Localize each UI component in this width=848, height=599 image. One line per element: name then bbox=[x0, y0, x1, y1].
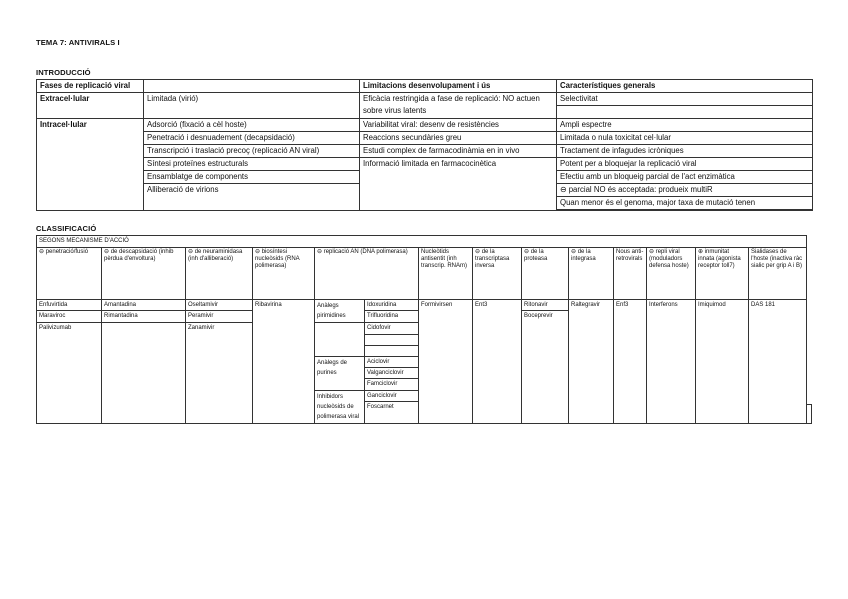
feature-6: Efectiu amb un bloqueig parcial de l'act enzimàtica bbox=[557, 171, 813, 184]
empty-decapsidation-cell bbox=[102, 323, 186, 424]
col-header-nucleic-acid-replication: ⊖ replicació AN (DNA polimerasa) bbox=[315, 248, 419, 300]
drug-cidofovir: Cidofovir bbox=[365, 323, 419, 334]
feature-empty bbox=[557, 106, 813, 119]
drug-enfuvirtide: Enfuvirtida bbox=[37, 300, 102, 311]
col-header-nucleoside-biosynthesis: ⊖ biosíntesi nucleòsids (RNA polimerasa) bbox=[253, 248, 315, 300]
header-limitations: Limitacions desenvolupament i ús bbox=[360, 80, 557, 93]
classification-heading: CLASSIFICACIÓ bbox=[36, 224, 97, 233]
drug-zanamivir: Zanamivir bbox=[186, 323, 253, 424]
drug-fomivirsen: Formivirsen bbox=[419, 300, 473, 424]
col-header-penetration: ⊖ penetració/fusió bbox=[37, 248, 102, 300]
drug-aciclovir: Aciclovir bbox=[365, 356, 419, 367]
group-purine-analogs: Anàlegs de purines bbox=[315, 356, 365, 390]
col-header-integrase: ⊖ de la integrasa bbox=[569, 248, 614, 300]
header-features: Característiques generals bbox=[557, 80, 813, 93]
intro-heading: INTRODUCCIÓ bbox=[36, 68, 91, 77]
col-header-decapsidation: ⊖ de descapsidació (inhib pèrdua d'envoltura) bbox=[102, 248, 186, 300]
feature-2: Ampli espectre bbox=[557, 119, 813, 132]
drug-das181: DAS 181 bbox=[749, 300, 807, 424]
intro-table bbox=[36, 79, 813, 211]
limitation-5: Informació limitada en farmacocinètica bbox=[360, 158, 557, 211]
feature-8: Quan menor és el genoma, major taxa de mutació tenen bbox=[557, 197, 813, 210]
intra-step-1: Adsorció (fixació a cèl hoste) bbox=[144, 119, 360, 132]
drug-famciclovir: Famciclovir bbox=[365, 379, 419, 390]
drug-peramivir: Peramivir bbox=[186, 311, 253, 323]
limitation-4: Estudi complex de farmacodinàmia en in vivo bbox=[360, 145, 557, 158]
limitation-2: Variabilitat viral: desenv de resistències bbox=[360, 119, 557, 132]
col-header-protease: ⊖ de la proteasa bbox=[522, 248, 569, 300]
intra-step-5: Ensamblatge de components bbox=[144, 171, 360, 184]
col-header-neuraminidase: ⊖ de neuraminidasa (inh d'alliberació) bbox=[186, 248, 253, 300]
empty-drug-cell bbox=[365, 334, 419, 345]
drug-valganciclovir: Valganciclovir bbox=[365, 368, 419, 379]
intro-header-row bbox=[37, 80, 813, 93]
mechanism-subheading: SEGONS MECANISME D'ACCIÓ bbox=[37, 236, 807, 248]
feature-4: Tractament de infagudes icròniques bbox=[557, 145, 813, 158]
limitation-1: Eficàcia restringida a fase de replicació: NO actuen sobre virus latents bbox=[360, 93, 557, 119]
intra-step-2: Penetració i desnuadement (decapsidació) bbox=[144, 132, 360, 145]
drug-boceprevir: Boceprevir bbox=[522, 311, 569, 424]
classification-table bbox=[36, 235, 812, 424]
group-pyrimidine-analogs: Anàlegs pirimidines bbox=[315, 300, 365, 323]
drug-oseltamivir: Oseltamivir bbox=[186, 300, 253, 311]
drug-raltegravir: Raltegravir bbox=[569, 300, 614, 424]
drug-foscarnet: Foscarnet bbox=[365, 401, 419, 423]
page-title: TEMA 7: ANTIVIRALS I bbox=[36, 38, 120, 47]
drug-interferons: Interferons bbox=[647, 300, 696, 424]
drug-rimantadine: Rimantadina bbox=[102, 311, 186, 323]
col-header-reverse-transcriptase: ⊖ de la transcriptasa inversa bbox=[473, 248, 522, 300]
col-header-new-antiretrovirals: Nous anti-retrovirals bbox=[614, 248, 647, 300]
drug-ganciclovir: Ganciclovir bbox=[365, 390, 419, 401]
feature-empty-2 bbox=[557, 210, 813, 211]
feature-3: Limitada o nula toxicitat cel·lular bbox=[557, 132, 813, 145]
feature-7: ⊖ parcial NO és acceptada: produeix multiR bbox=[557, 184, 813, 197]
phase-intracellular: Intracel·lular bbox=[37, 119, 144, 211]
empty-group-cell bbox=[315, 323, 365, 357]
col-header-host-modulators: ⊖ repli viral (moduladors defensa hoste) bbox=[647, 248, 696, 300]
col-header-host-sialidases: Sialidases de l'hoste (inactiva ràc sialic per grip A i B) bbox=[749, 248, 807, 300]
drug-imiquimod: Imiquimod bbox=[696, 300, 749, 424]
drug-ritonavir: Ritonavir bbox=[522, 300, 569, 311]
header-empty bbox=[144, 80, 360, 93]
extra-step: Limitada (virió) bbox=[144, 93, 360, 119]
drug-enf3: Enf3 bbox=[614, 300, 647, 424]
drug-ribavirin: Ribavirina bbox=[253, 300, 315, 424]
drug-maraviroc: Maraviroc bbox=[37, 311, 102, 323]
spacer-cell bbox=[807, 405, 812, 424]
drug-amantadine: Amantadina bbox=[102, 300, 186, 311]
group-polymerase-inhibitors: Inhibidors nucleòsids de polimerasa viral bbox=[315, 390, 365, 424]
drug-palivizumab: Palivizumab bbox=[37, 323, 102, 424]
drug-idoxuridine: Idoxuridina bbox=[365, 300, 419, 311]
col-header-innate-immunity: ⊕ inmunitat innata (agonista receptor toll7) bbox=[696, 248, 749, 300]
drug-trifluridine: Trifluoridina bbox=[365, 311, 419, 323]
intra-step-4: Síntesi proteïnes estructurals bbox=[144, 158, 360, 171]
limitation-3: Reaccions secundàries greu bbox=[360, 132, 557, 145]
empty-drug-cell-2 bbox=[365, 345, 419, 356]
header-phases: Fases de replicació viral bbox=[37, 80, 144, 93]
intra-step-6: Alliberació de virions bbox=[144, 184, 360, 211]
feature-1: Selectivitat bbox=[557, 93, 813, 106]
feature-5: Potent per a bloquejar la replicació viral bbox=[557, 158, 813, 171]
intra-step-3: Transcripció i traslació precoç (replicació AN viral) bbox=[144, 145, 360, 158]
col-header-antisense: Nucleòtids antisentit (inh transcrip. RNAm) bbox=[419, 248, 473, 300]
drug-ent3: Ent3 bbox=[473, 300, 522, 424]
phase-extracellular: Extracel·lular bbox=[37, 93, 144, 119]
